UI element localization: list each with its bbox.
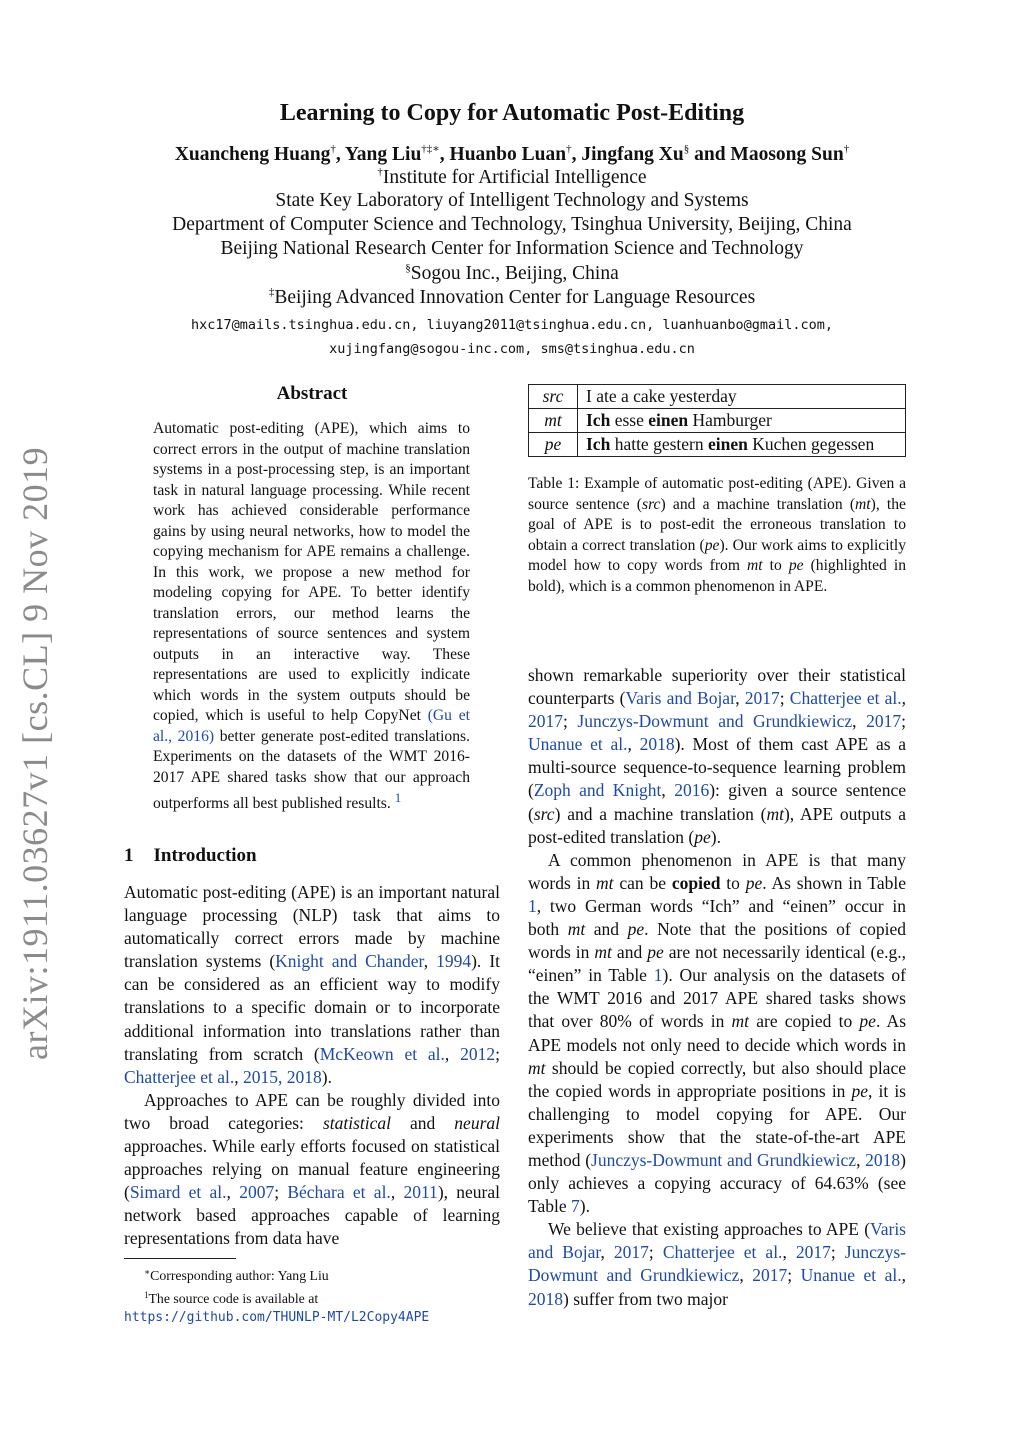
arxiv-stamp: arXiv:1911.03627v1 [cs.CL] 9 Nov 2019	[15, 446, 55, 1060]
text-run: . As APE models not only need to decide which words in	[528, 1011, 907, 1055]
row-label: mt	[529, 409, 578, 433]
text-run: ).	[579, 1196, 590, 1217]
email-line: hxc17@mails.tsinghua.edu.cn, liuyang2011@tsinghua.edu.cn, luanhuanbo@gmail.com,	[190, 317, 834, 333]
row-label: pe	[529, 433, 578, 457]
math-symbol: mt	[747, 557, 763, 574]
text-run: ,	[901, 688, 907, 709]
math-symbol: pe	[859, 1011, 876, 1032]
citation-link[interactable]: 2017	[744, 688, 780, 709]
text-run: Table 1: Example of automatic post-editing (APE). Given a source sentence (	[528, 475, 906, 513]
author-affil-mark: †	[843, 143, 850, 155]
affiliation-line	[0, 166, 1024, 189]
paragraph	[124, 881, 500, 1089]
text-run: ,	[390, 1182, 404, 1203]
section-heading	[124, 845, 257, 867]
text-run: ,	[444, 1043, 461, 1064]
citation-link[interactable]: 2012	[460, 1043, 496, 1064]
text-run: ;	[563, 711, 578, 732]
author-affil-mark: §	[683, 143, 690, 155]
text-run: ), neural network based approaches capable of learning representations from data have	[124, 1182, 501, 1249]
copied-word: einen	[707, 434, 748, 454]
sentence-text: Hamburger	[688, 410, 772, 430]
text-run: to	[762, 557, 789, 574]
affil-mark: ‡	[268, 286, 275, 298]
row-sentence	[578, 433, 906, 457]
text-run: ;	[274, 1182, 288, 1203]
text-run: ): given a source sentence (	[528, 780, 906, 824]
citation-link[interactable]: 2017	[866, 711, 902, 732]
emphasis: neural	[454, 1112, 500, 1133]
paper-title: Learning to Copy for Automatic Post-Editing	[279, 100, 745, 126]
math-symbol: mt	[855, 495, 871, 513]
affil-mark: †	[377, 166, 383, 178]
affiliation-line	[0, 262, 1024, 285]
sentence-text: hatte gestern	[610, 434, 708, 454]
text-run: ) and a machine translation (	[554, 803, 767, 824]
text-run: ;	[901, 711, 906, 732]
citation-link[interactable]: 2017	[613, 1242, 649, 1263]
text-run: ) and a machine translation (	[660, 495, 856, 513]
author-affil-mark: †	[330, 143, 336, 155]
citation-link[interactable]: McKeown et al.	[319, 1043, 445, 1064]
author-name: Yang Liu	[344, 144, 422, 165]
paragraph	[528, 1218, 906, 1310]
text-run: ).	[710, 826, 721, 847]
copied-word: einen	[648, 410, 689, 430]
text-run: ;	[779, 688, 790, 709]
text-run: ;	[648, 1242, 663, 1263]
text-run: ).	[321, 1066, 332, 1087]
text-run: ,	[856, 1149, 866, 1170]
abstract-text: better generate post-edited translations. Experiments on the datasets of the WMT 2016-2017 APE shared tasks show that our approach outperforms all best published results.	[153, 727, 470, 813]
paragraph	[124, 1089, 500, 1251]
citation-link[interactable]: 2007	[239, 1182, 275, 1203]
text-run: and	[585, 919, 628, 940]
text-run: A common phenomenon in APE is that many words in	[528, 849, 906, 893]
citation-link[interactable]: Béchara et al.	[287, 1182, 391, 1203]
text-run: We believe that existing approaches to APE (	[548, 1219, 871, 1240]
text-run: are not necessarily identical (e.g., “einen” in Table	[528, 942, 906, 986]
citation-link[interactable]: Chatterjee et al.	[124, 1066, 235, 1087]
math-symbol: src	[642, 495, 661, 513]
table-ref-link[interactable]: 1	[653, 965, 663, 986]
affiliation-text: Sogou Inc., Beijing, China	[410, 263, 619, 284]
math-symbol: pe	[694, 826, 711, 847]
text-run: ) suffer from two major	[563, 1288, 728, 1309]
table-caption	[528, 474, 906, 597]
citation-link[interactable]: Junczys-Dowmunt and Grundkiewicz	[577, 711, 853, 732]
text-run: ,	[226, 1182, 240, 1203]
math-symbol: pe	[647, 942, 664, 963]
affiliation-line: State Key Laboratory of Intelligent Technology and Systems	[275, 190, 749, 211]
emphasis: statistical	[322, 1112, 391, 1133]
table-ref-link[interactable]: 1	[528, 895, 537, 916]
text-run: ;	[787, 1265, 801, 1286]
author-name: Maosong Sun	[730, 144, 844, 165]
citation-link[interactable]: Chatterjee et al.	[789, 688, 902, 709]
citation-link[interactable]: 2015, 2018	[243, 1066, 322, 1087]
row-sentence	[578, 385, 906, 409]
footnote	[124, 1286, 500, 1328]
text-run: to	[720, 872, 746, 893]
math-symbol: pe	[627, 919, 645, 940]
text-run: Approaches to APE can be roughly divided into two broad categories:	[124, 1089, 500, 1133]
text-run: , it is challenging to model copying for APE. Our experiments show that the state-of-the-art APE method (	[528, 1080, 906, 1170]
author-name: Xuancheng Huang	[174, 144, 331, 165]
citation-link[interactable]: (Gu et al., 2016)	[153, 707, 470, 745]
math-symbol: pe	[745, 872, 763, 893]
affil-mark: §	[405, 262, 411, 274]
text-run: ,	[901, 1265, 906, 1286]
text-run: ,	[423, 951, 437, 972]
sentence-text: I ate a cake yesterday	[586, 386, 737, 406]
footnote-text: Corresponding author: Yang Liu	[150, 1268, 329, 1283]
copied-word: Ich	[586, 434, 611, 454]
text-run: (highlighted in bold), which is a common phenomenon in APE.	[528, 557, 906, 595]
footnotes	[124, 1263, 500, 1328]
affiliation-text: Beijing Advanced Innovation Center for Language Resources	[274, 287, 756, 308]
text-run: can be	[613, 872, 672, 893]
text-run: are copied to	[749, 1011, 860, 1032]
footnote-mark: ∗	[144, 1267, 151, 1277]
paragraph	[528, 664, 906, 849]
citation-link[interactable]: Unanue et al.	[528, 734, 628, 755]
citation-link[interactable]: Simard et al.	[129, 1182, 227, 1203]
text-run: ), the goal of APE is to post-edit the erroneous translation to obtain a correct translation (	[528, 495, 906, 554]
text-run: ;	[495, 1043, 500, 1064]
text-run: ) only achieves a copying accuracy of 64.63% (see Table	[528, 1149, 906, 1217]
abstract-text: Automatic post-editing (APE), which aims to correct errors in the output of machine translation systems in a post-processing step, is an important task in natural language processing. While recent work has achieved considerable performance gains by using neural networks, how to model the copying mechanism for APE remains a challenge. In this work, we propose a new method for modeling copying for APE. To better identify translation errors, our method learns the representations of source sentences and system outputs in an interactive way. These representations are used to explicitly indicate which words in the system outputs should be copied, which is useful to help CopyNet	[153, 420, 470, 724]
text-run: approaches. While early efforts focused on statistical approaches relying on manual feature engineering (	[124, 1136, 500, 1203]
copied-word: Ich	[586, 410, 611, 430]
paragraph	[528, 849, 906, 1219]
citation-link[interactable]: 2016	[674, 780, 710, 801]
table-ref-link[interactable]: 7	[571, 1196, 580, 1217]
math-symbol: src	[533, 803, 555, 824]
citation-link[interactable]: 2018	[528, 1288, 563, 1309]
text-run: and	[391, 1112, 455, 1133]
table-row	[529, 433, 906, 457]
footnote-text: The source code is available at	[148, 1290, 319, 1306]
math-symbol: mt	[731, 1011, 750, 1032]
citation-link[interactable]: Unanue et al.	[800, 1265, 902, 1286]
citation-link[interactable]: Varis and Bojar	[528, 1219, 906, 1263]
citation-link[interactable]: Junczys-Dowmunt and Grundkiewicz	[528, 1242, 906, 1286]
footnote-divider	[124, 1258, 236, 1259]
citation-link[interactable]: 2011	[403, 1182, 438, 1203]
table-row	[529, 385, 906, 409]
author-list: Xuancheng Huang†, Yang Liu†‡∗, Huanbo Luan†, Jingfang Xu§ and Maosong Sun†	[174, 143, 850, 165]
citation-link[interactable]: Chatterjee et al.	[662, 1242, 783, 1263]
math-symbol: mt	[567, 919, 586, 940]
text-run: ), APE outputs a post-edited translation (	[528, 803, 906, 847]
footnote	[124, 1263, 500, 1286]
math-symbol: pe	[704, 536, 720, 554]
citation-link[interactable]: Zoph and Knight	[533, 780, 662, 801]
intro-right-column	[528, 664, 906, 1311]
abstract-heading: Abstract	[276, 383, 348, 404]
text-run: Automatic post-editing (APE) is an important natural language processing (NLP) task that aims to automatically correct errors made by machine translation systems (	[124, 882, 500, 972]
citation-link[interactable]: Knight and Chander	[275, 951, 424, 972]
text-run: ;	[830, 1242, 845, 1263]
math-symbol: mt	[594, 942, 612, 963]
math-symbol: mt	[528, 1057, 546, 1078]
intro-left-column	[124, 881, 500, 1251]
text-run: ). It can be considered as an efficient way to modify translations to a specific domain or to incorporate additional information into translations rather than translating from scratch (	[124, 951, 501, 1064]
author-name: Huanbo Luan	[449, 144, 567, 165]
text-run: ). Our analysis on the datasets of the WMT 2016 and 2017 APE shared tasks shows that over 80% of words in	[528, 965, 907, 1032]
text-run: ,	[661, 780, 675, 801]
text-run: should be copied correctly, but also should place the copied words in appropriate positions in	[528, 1057, 906, 1101]
citation-link[interactable]: 2018	[865, 1149, 901, 1170]
table-row	[529, 409, 906, 433]
footnote-mark: 1	[144, 1289, 149, 1300]
section-title: Introduction	[153, 845, 257, 866]
text-run: ,	[627, 734, 640, 755]
text-run: , two German words “Ich” and “einen” occur in both	[528, 895, 906, 940]
email-line: xujingfang@sogou-inc.com, sms@tsinghua.edu.cn	[329, 341, 695, 357]
math-symbol: pe	[788, 557, 804, 574]
section-number: 1	[124, 845, 134, 866]
text-run: ,	[234, 1066, 244, 1087]
text-run: and	[611, 942, 648, 963]
author-conjunction: and	[694, 144, 726, 165]
text-run: . Note that the positions of copied words in	[528, 919, 906, 963]
math-symbol: mt	[596, 872, 614, 893]
text-run: ,	[852, 711, 867, 732]
text-run: shown remarkable superiority over their statistical counterparts (	[528, 665, 906, 709]
footnote-ref[interactable]: 1	[394, 790, 402, 805]
citation-link[interactable]: 2017	[795, 1242, 831, 1263]
author-affil-mark: †‡∗	[421, 143, 440, 155]
citation-link[interactable]: 2017	[528, 711, 563, 732]
text-run: ). Our work aims to explicitly model how to copy words from	[528, 536, 906, 574]
affiliation-line: Beijing National Research Center for Information Science and Technology	[220, 238, 804, 259]
bold-term: copied	[671, 872, 721, 893]
text-run: ,	[735, 688, 745, 709]
text-run: ). Most of them cast APE as a multi-source sequence-to-sequence learning problem (	[528, 734, 907, 801]
affiliation-line	[0, 286, 1024, 309]
row-sentence	[578, 409, 906, 433]
math-symbol: pe	[851, 1080, 869, 1101]
citation-link[interactable]: Junczys-Dowmunt and Grundkiewicz	[591, 1149, 857, 1170]
abstract-body	[153, 419, 470, 815]
example-table	[528, 384, 906, 457]
row-label: src	[529, 385, 578, 409]
math-symbol: mt	[766, 803, 784, 824]
sentence-text: Kuchen gegessen	[747, 434, 875, 454]
author-name: Jingfang Xu	[581, 144, 684, 165]
text-run: ,	[600, 1242, 614, 1263]
text-run: ,	[782, 1242, 796, 1263]
citation-link[interactable]: 2017	[752, 1265, 788, 1286]
affiliation-line: Department of Computer Science and Technology, Tsinghua University, Beijing, China	[172, 214, 852, 235]
sentence-text: esse	[610, 410, 649, 430]
source-code-link[interactable]: https://github.com/THUNLP-MT/L2Copy4APE	[124, 1310, 430, 1325]
citation-link[interactable]: Varis and Bojar	[625, 688, 736, 709]
affiliation-text: Institute for Artificial Intelligence	[382, 167, 647, 188]
text-run: ,	[739, 1265, 753, 1286]
text-run: . As shown in Table	[762, 872, 907, 893]
citation-link[interactable]: 1994	[436, 951, 472, 972]
author-affil-mark: †	[566, 143, 572, 155]
citation-link[interactable]: 2018	[639, 734, 675, 755]
